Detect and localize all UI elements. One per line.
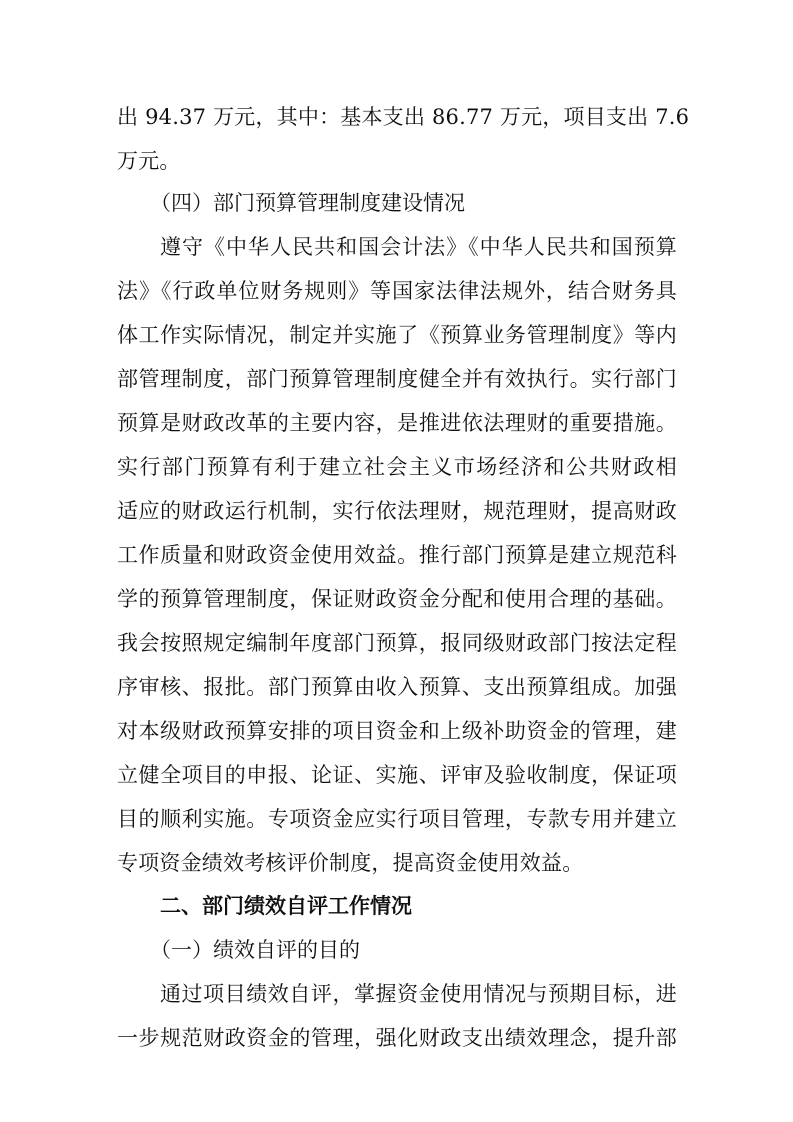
section-4-line: 部管理制度，部门预算管理制度健全并有效执行。实行部门 (117, 367, 677, 391)
section-2-1-line: 通过项目绩效自评，掌握资金使用情况与预期目标，进 (160, 982, 677, 1006)
section-4-line: 法》《行政单位财务规则》等国家法律法规外，结合财务具 (117, 279, 677, 303)
section-4-line: 学的预算管理制度，保证财政资金分配和使用合理的基础。 (117, 587, 677, 611)
section-4-line: 对本级财政预算安排的项目资金和上级补助资金的管理，建 (117, 719, 677, 743)
section-4-line: 实行部门预算有利于建立社会主义市场经济和公共财政相 (117, 455, 677, 479)
section-4-line: 我会按照规定编制年度部门预算，报同级财政部门按法定程 (117, 631, 677, 655)
intro-line-1: 出 94.37 万元，其中：基本支出 86.77 万元，项目支出 7.6 (117, 105, 690, 129)
section-2-1-line: 一步规范财政资金的管理，强化财政支出绩效理念，提升部 (117, 1026, 677, 1050)
section-4-heading: （四）部门预算管理制度建设情况 (150, 191, 465, 215)
section-4-line: 序审核、报批。部门预算由收入预算、支出预算组成。加强 (117, 675, 677, 699)
part-2-heading: 二、部门绩效自评工作情况 (160, 894, 412, 918)
section-4-line: 目的顺利实施。专项资金应实行项目管理，专款专用并建立 (117, 807, 677, 831)
section-4-line: 立健全项目的申报、论证、实施、评审及验收制度，保证项 (117, 763, 677, 787)
section-4-line: 适应的财政运行机制，实行依法理财，规范理财，提高财政 (117, 499, 677, 523)
section-4-line: 体工作实际情况，制定并实施了《预算业务管理制度》等内 (117, 323, 677, 347)
section-2-1-heading: （一）绩效自评的目的 (150, 938, 360, 962)
section-4-line: 工作质量和财政资金使用效益。推行部门预算是建立规范科 (117, 543, 677, 567)
intro-line-2: 万元。 (117, 149, 181, 173)
section-4-line: 专项资金绩效考核评价制度，提高资金使用效益。 (117, 851, 584, 875)
section-4-line: 遵守《中华人民共和国会计法》《中华人民共和国预算 (160, 235, 677, 259)
section-4-line: 预算是财政改革的主要内容，是推进依法理财的重要措施。 (117, 411, 677, 435)
